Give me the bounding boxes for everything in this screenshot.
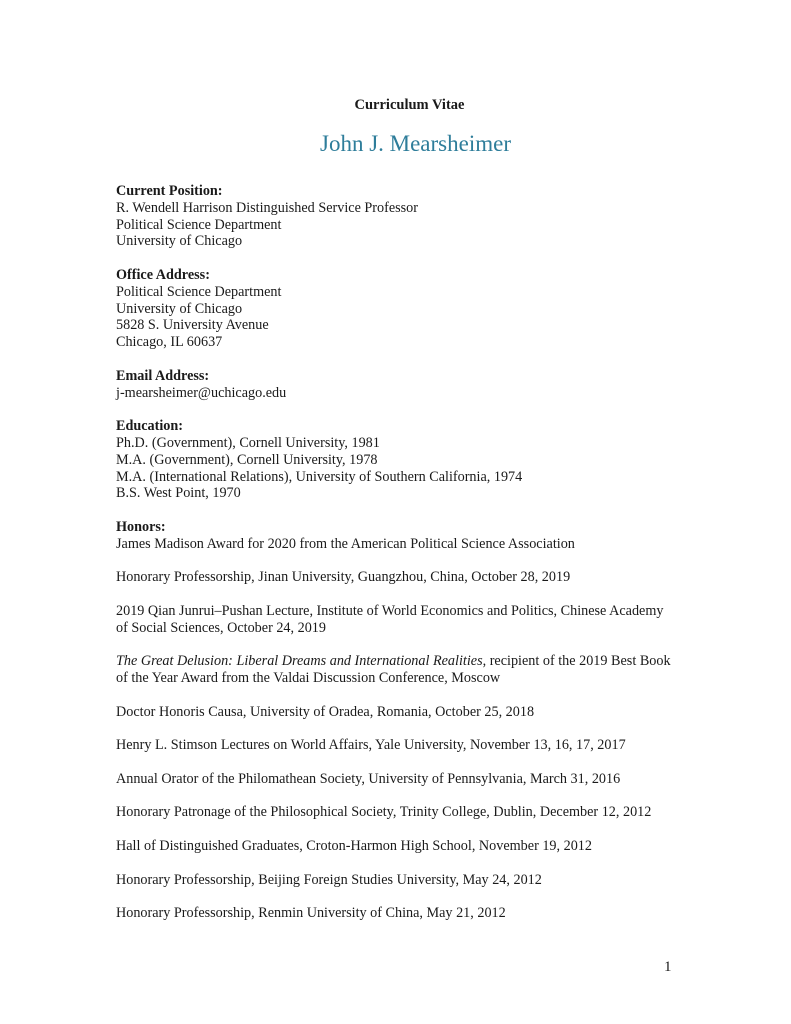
cv-content (116, 183, 676, 939)
person-name: John J. Mearsheimer (320, 131, 511, 156)
email-text: j-mearsheimer@uchicago.edu (116, 384, 287, 401)
honor-item: Honorary Professorship, Jinan University, Guangzhou, China, October 28, 2019 (116, 569, 571, 586)
section-title: Honors: (116, 518, 166, 535)
position-line: Political Science Department (116, 216, 282, 233)
address-line: 5828 S. University Avenue (116, 317, 269, 334)
honor-item: Doctor Honoris Causa, University of Oradea, Romania, October 25, 2018 (116, 703, 535, 720)
honor-item: Annual Orator of the Philomathean Society, University of Pennsylvania, March 31, 2016 (116, 770, 621, 787)
section-email-address (116, 368, 676, 402)
section-title: Email Address: (116, 367, 210, 384)
address-line: University of Chicago (116, 300, 243, 317)
education-line: M.A. (Government), Cornell University, 1978 (116, 451, 378, 468)
address-line: Chicago, IL 60637 (116, 334, 223, 351)
position-line: University of Chicago (116, 233, 243, 250)
education-line: Ph.D. (Government), Cornell University, 1981 (116, 434, 380, 451)
page-number: 1 (664, 959, 672, 975)
section-honors (116, 519, 676, 922)
honor-item: Henry L. Stimson Lectures on World Affairs, Yale University, November 13, 16, 17, 2017 (116, 737, 626, 754)
education-line: B.S. West Point, 1970 (116, 485, 241, 502)
section-title: Current Position: (116, 183, 223, 199)
honor-item: Honorary Patronage of the Philosophical Society, Trinity College, Dublin, December 12, 2012 (116, 804, 652, 821)
honor-item: 2019 Qian Junrui–Pushan Lecture, Institute of World Economics and Politics, Chinese Academy of Social Sciences, October 24, 2019 (116, 602, 664, 636)
document-heading: Curriculum Vitae (354, 97, 465, 113)
section-title: Education: (116, 418, 184, 435)
honor-item: Honorary Professorship, Beijing Foreign Studies University, May 24, 2012 (116, 871, 542, 888)
book-title: The Great Delusion: Liberal Dreams and International Realities (116, 653, 483, 670)
honor-item: Hall of Distinguished Graduates, Croton-Harmon High School, November 19, 2012 (116, 838, 592, 855)
section-office-address (116, 267, 676, 351)
honor-item-text: , recipient of the 2019 Best Book of the Year Award from the Valdai Discussion Conference, Moscow (116, 653, 671, 687)
address-line: Political Science Department (116, 283, 282, 300)
position-line: R. Wendell Harrison Distinguished Service Professor (116, 199, 419, 216)
honor-item (116, 653, 676, 687)
section-current-position (116, 183, 676, 250)
section-title: Office Address: (116, 266, 210, 283)
honor-item: James Madison Award for 2020 from the American Political Science Association (116, 535, 575, 552)
honor-item: Honorary Professorship, Renmin University of China, May 21, 2012 (116, 905, 506, 922)
education-line: M.A. (International Relations), University of Southern California, 1974 (116, 468, 523, 485)
section-education (116, 418, 676, 502)
